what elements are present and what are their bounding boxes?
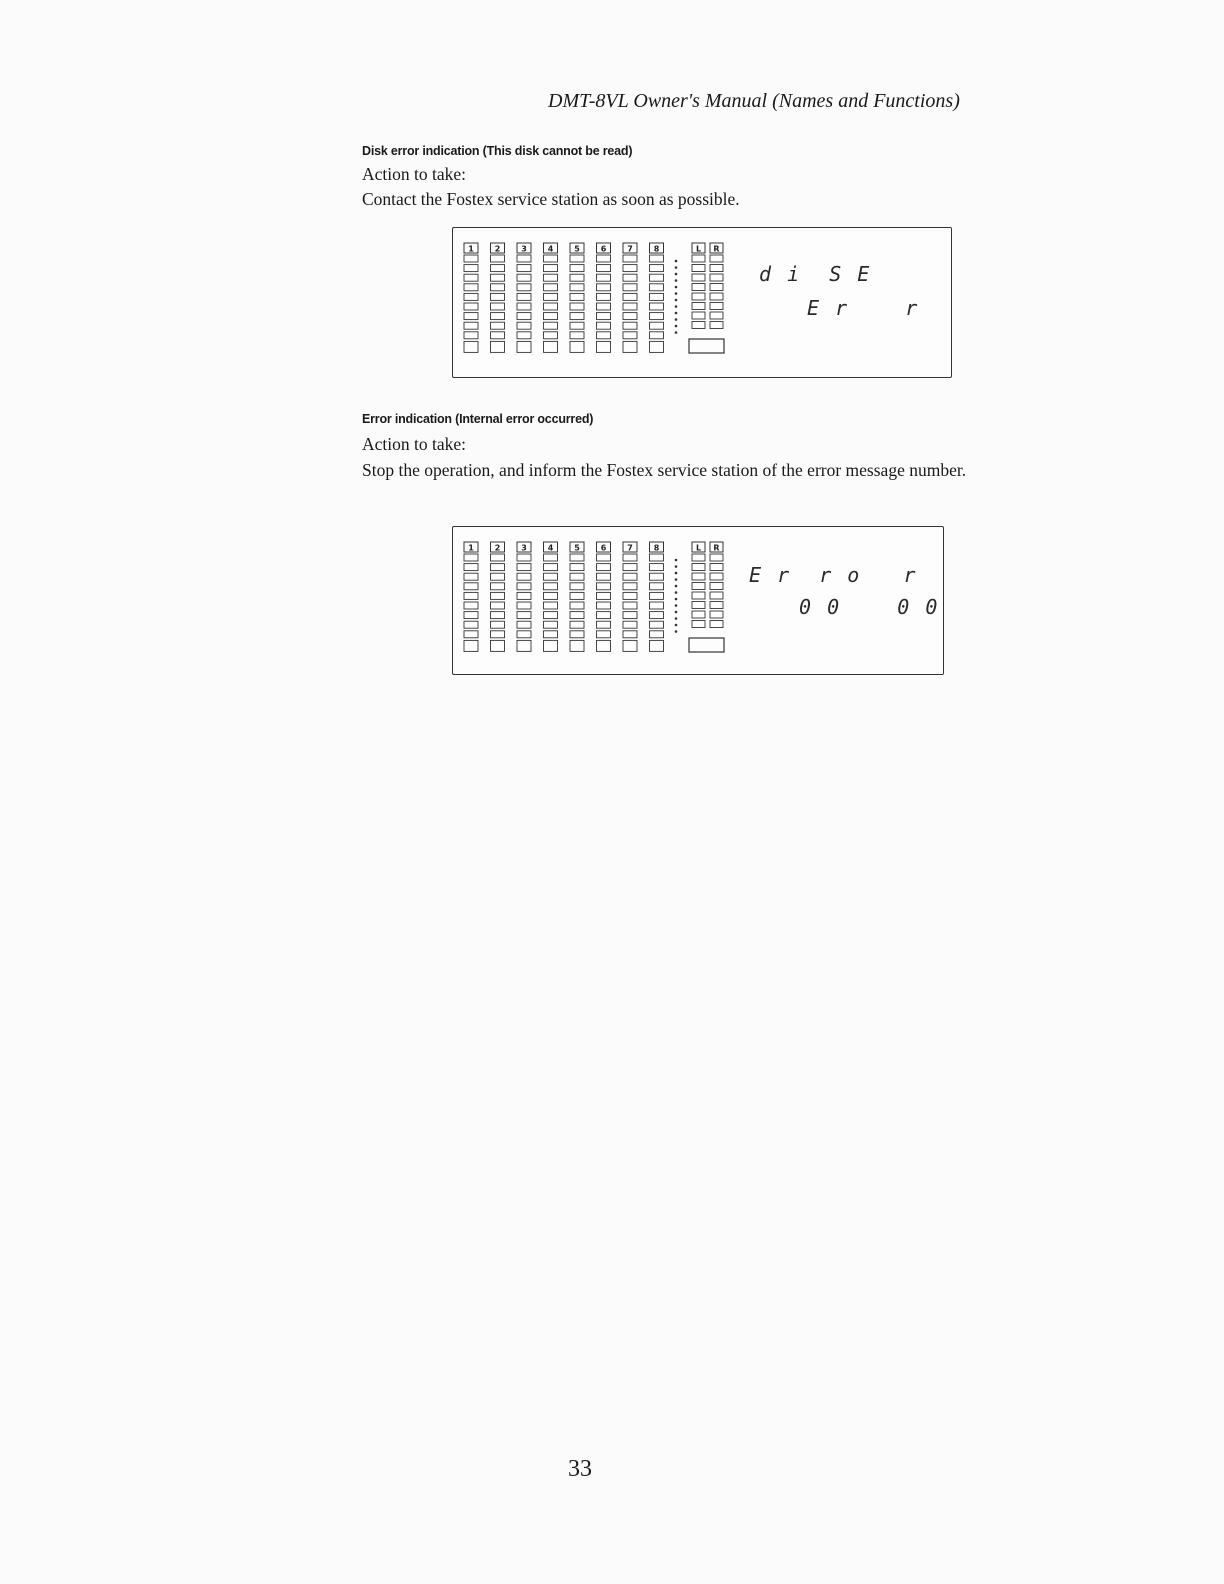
meter-segment [491,640,505,651]
meter-segment [650,592,664,599]
stereo-label: R [713,244,720,254]
meter-segment [491,564,505,571]
scale-tick [675,318,678,321]
meter-segment [464,631,478,638]
meter-segment [692,274,705,281]
meter-segment [570,602,584,609]
meter-segment [464,293,478,300]
channel-number-label: 3 [521,543,527,553]
meter-segment [491,631,505,638]
disk-error-action-label: Action to take: [362,164,467,184]
meter-segment [692,265,705,272]
scale-tick [675,604,678,607]
internal-error-lcd-display [452,526,944,675]
scale-tick [675,585,678,588]
meter-segment [544,612,558,619]
meter-segment [570,322,584,329]
disk-error-title: Disk error indication (This disk cannot be read) [362,144,633,158]
meter-segment [623,640,637,651]
internal-error-title: Error indication (Internal error occurred) [362,412,594,426]
meter-segment [692,303,705,310]
meter-segment [710,592,723,599]
meter-segment [491,322,505,329]
meter-segment [464,255,478,262]
scale-tick [675,273,678,276]
meter-segment [623,322,637,329]
meter-segment [650,621,664,628]
meter-segment [517,265,531,272]
meter-segment [597,583,611,590]
meter-segment [544,274,558,281]
channel-meter-1 [464,542,478,651]
meter-segment [650,554,664,561]
meter-segment [517,274,531,281]
meter-segment [464,612,478,619]
meter-segment [517,592,531,599]
meter-segment [464,554,478,561]
meter-segment [544,640,558,651]
meter-segment [710,602,723,609]
stereo-label: R [713,543,720,553]
meter-segment [650,564,664,571]
scale-tick [675,598,678,601]
meter-segment [544,564,558,571]
meter-segment [650,255,664,262]
meter-segment [517,255,531,262]
meter-segment [597,255,611,262]
meter-segment [692,322,705,329]
meter-segment [517,313,531,320]
meter-segment [491,612,505,619]
disk-error-lcd-display [452,227,952,378]
meter-segment [544,284,558,291]
meter-segment [650,602,664,609]
meter-segment [692,564,705,571]
scale-tick [675,630,678,633]
meter-segment [517,583,531,590]
meter-segment [623,554,637,561]
meter-segment [464,341,478,352]
channel-meter-6 [597,243,611,352]
meter-segment [544,303,558,310]
meter-segment [623,332,637,339]
internal-error-action-text: Stop the operation, and inform the Fostex service station of the error message number. [362,460,967,480]
meter-segment [597,602,611,609]
meter-segment [650,265,664,272]
stereo-bottom-box [689,638,724,652]
meter-segment [491,583,505,590]
meter-segment [464,583,478,590]
channel-number-label: 8 [653,244,660,254]
meter-segment [710,564,723,571]
page-number: 33 [568,1456,592,1482]
meter-segment [597,265,611,272]
meter-segment [517,573,531,580]
meter-segment [544,255,558,262]
meter-segment [464,332,478,339]
meter-segment [710,284,723,291]
meter-segment [650,332,664,339]
channel-meter-3 [517,243,531,352]
meter-segment [710,265,723,272]
channel-meter-6 [597,542,611,651]
scale-tick [675,260,678,263]
lcd-line-2: 0 0 0 0 [799,595,940,619]
meter-segment [517,341,531,352]
meter-segment [650,573,664,580]
channel-meter-4 [544,542,558,651]
meter-segment [650,341,664,352]
channel-meter-8 [650,243,664,352]
meter-segment [597,612,611,619]
channel-number-label: 8 [653,543,660,553]
meter-segment [710,583,723,590]
channel-number-label: 7 [627,543,633,553]
meter-segment [517,640,531,651]
channel-number-label: 2 [494,543,501,553]
channel-meter-1 [464,243,478,352]
meter-segment [491,602,505,609]
meter-segment [464,640,478,651]
meter-segment [623,583,637,590]
channel-meter-4 [544,243,558,352]
channel-number-label: 5 [574,244,580,254]
meter-segment [597,592,611,599]
channel-number-label: 1 [468,244,474,254]
meter-segment [710,312,723,319]
meter-segment [570,303,584,310]
meter-segment [597,554,611,561]
meter-segment [491,284,505,291]
meter-segment [623,621,637,628]
meter-segment [623,592,637,599]
meter-segment [544,631,558,638]
stereo-meter-R [710,542,723,628]
meter-segment [491,255,505,262]
meter-segment [650,640,664,651]
meter-segment [710,293,723,300]
meter-segment [692,592,705,599]
channel-number-label: 6 [600,244,607,254]
meter-segment [464,322,478,329]
meter-segment [623,564,637,571]
scale-tick [675,331,678,334]
meter-segment [623,602,637,609]
meter-segment [623,274,637,281]
db-scale [675,559,678,633]
meter-segment [464,313,478,320]
meter-segment [570,341,584,352]
meter-segment [692,293,705,300]
meter-segment [464,621,478,628]
meter-segment [570,313,584,320]
meter-segment [491,573,505,580]
meter-segment [544,554,558,561]
channel-number-label: 5 [574,543,580,553]
meter-segment [544,341,558,352]
meter-segment [464,573,478,580]
disk-error-action-text: Contact the Fostex service station as soon as possible. [362,189,740,209]
stereo-meter-L [692,243,705,329]
meter-segment [491,265,505,272]
meter-segment [491,332,505,339]
meter-segment [692,621,705,628]
meter-segment [650,274,664,281]
meter-segment [491,274,505,281]
meter-segment [517,303,531,310]
meter-segment [597,621,611,628]
meter-segment [597,640,611,651]
channel-meter-7 [623,542,637,651]
meter-segment [710,274,723,281]
meter-segment [623,573,637,580]
channel-meter-8 [650,542,664,651]
meter-segment [491,303,505,310]
scale-tick [675,559,678,562]
meter-segment [517,293,531,300]
meter-segment [692,554,705,561]
meter-segment [692,312,705,319]
meter-segment [517,612,531,619]
meter-segment [570,583,584,590]
meter-segment [570,631,584,638]
scale-tick [675,617,678,620]
meter-segment [464,564,478,571]
stereo-bottom-box [689,339,724,353]
meter-segment [597,274,611,281]
meter-segment [491,341,505,352]
meter-segment [650,583,664,590]
meter-segment [570,554,584,561]
meter-segment [464,303,478,310]
meter-segment [623,293,637,300]
meter-segment [692,255,705,262]
meter-segment [710,621,723,628]
meter-segment [570,274,584,281]
meter-segment [544,573,558,580]
meter-segment [491,554,505,561]
meter-segment [570,564,584,571]
meter-segment [570,640,584,651]
meter-segment [544,265,558,272]
meter-segment [692,611,705,618]
meter-segment [623,255,637,262]
channel-number-label: 4 [547,244,554,254]
meter-segment [517,631,531,638]
meter-segment [650,303,664,310]
meter-segment [464,274,478,281]
meter-segment [464,602,478,609]
meter-segment [692,573,705,580]
lcd-line-1: d i S E [759,262,872,286]
scale-tick [675,325,678,328]
meter-segment [623,341,637,352]
stereo-label: L [695,244,702,254]
internal-error-action-label: Action to take: [362,434,467,454]
meter-segment [491,313,505,320]
meter-segment [597,313,611,320]
meter-segment [517,284,531,291]
meter-segment [710,611,723,618]
level-meter-bank [453,228,753,377]
meter-segment [544,621,558,628]
meter-segment [517,332,531,339]
stereo-label: L [695,543,702,553]
meter-segment [597,332,611,339]
level-meter-bank [453,527,753,674]
meter-segment [710,573,723,580]
meter-segment [570,255,584,262]
meter-segment [544,332,558,339]
meter-segment [597,293,611,300]
scale-tick [675,266,678,269]
stereo-meter-L [692,542,705,628]
channel-meter-5 [570,542,584,651]
scale-tick [675,611,678,614]
meter-segment [544,293,558,300]
meter-segment [650,631,664,638]
meter-segment [517,602,531,609]
meter-segment [464,592,478,599]
db-scale [675,260,678,334]
scale-tick [675,572,678,575]
channel-meter-3 [517,542,531,651]
meter-segment [517,554,531,561]
meter-segment [570,612,584,619]
meter-segment [597,322,611,329]
scale-tick [675,292,678,295]
meter-segment [650,284,664,291]
meter-segment [491,621,505,628]
channel-number-label: 3 [521,244,527,254]
lcd-line-2: E r r [807,296,920,320]
meter-segment [570,332,584,339]
channel-number-label: 6 [600,543,607,553]
meter-segment [623,631,637,638]
channel-meter-2 [491,243,505,352]
meter-segment [517,621,531,628]
meter-segment [544,592,558,599]
meter-segment [597,631,611,638]
channel-number-label: 7 [627,244,633,254]
scale-tick [675,624,678,627]
channel-meter-7 [623,243,637,352]
meter-segment [710,303,723,310]
meter-segment [710,554,723,561]
meter-segment [544,583,558,590]
meter-segment [710,255,723,262]
meter-segment [650,293,664,300]
meter-segment [710,322,723,329]
scale-tick [675,312,678,315]
channel-meter-5 [570,243,584,352]
meter-segment [623,303,637,310]
meter-segment [623,284,637,291]
lcd-line-1: E r r o r [749,563,918,587]
meter-segment [517,564,531,571]
meter-segment [544,313,558,320]
meter-segment [692,602,705,609]
meter-segment [597,284,611,291]
stereo-meter-R [710,243,723,329]
meter-segment [491,293,505,300]
meter-segment [692,583,705,590]
scale-tick [675,578,678,581]
meter-segment [570,284,584,291]
meter-segment [597,564,611,571]
meter-segment [623,313,637,320]
scale-tick [675,299,678,302]
meter-segment [650,612,664,619]
meter-segment [570,265,584,272]
meter-segment [623,265,637,272]
meter-segment [464,284,478,291]
meter-segment [570,293,584,300]
scale-tick [675,305,678,308]
channel-number-label: 4 [547,543,554,553]
meter-segment [650,313,664,320]
channel-number-label: 1 [468,543,474,553]
meter-segment [570,592,584,599]
meter-segment [464,265,478,272]
meter-segment [597,341,611,352]
meter-segment [597,573,611,580]
scale-tick [675,279,678,282]
meter-segment [597,303,611,310]
meter-segment [544,322,558,329]
meter-segment [623,612,637,619]
channel-number-label: 2 [494,244,501,254]
meter-segment [517,322,531,329]
scale-tick [675,565,678,568]
meter-segment [650,322,664,329]
meter-segment [570,573,584,580]
meter-segment [544,602,558,609]
meter-segment [491,592,505,599]
scale-tick [675,591,678,594]
meter-segment [692,284,705,291]
meter-segment [570,621,584,628]
page-header: DMT-8VL Owner's Manual (Names and Functions) [548,90,960,112]
channel-meter-2 [491,542,505,651]
scale-tick [675,286,678,289]
